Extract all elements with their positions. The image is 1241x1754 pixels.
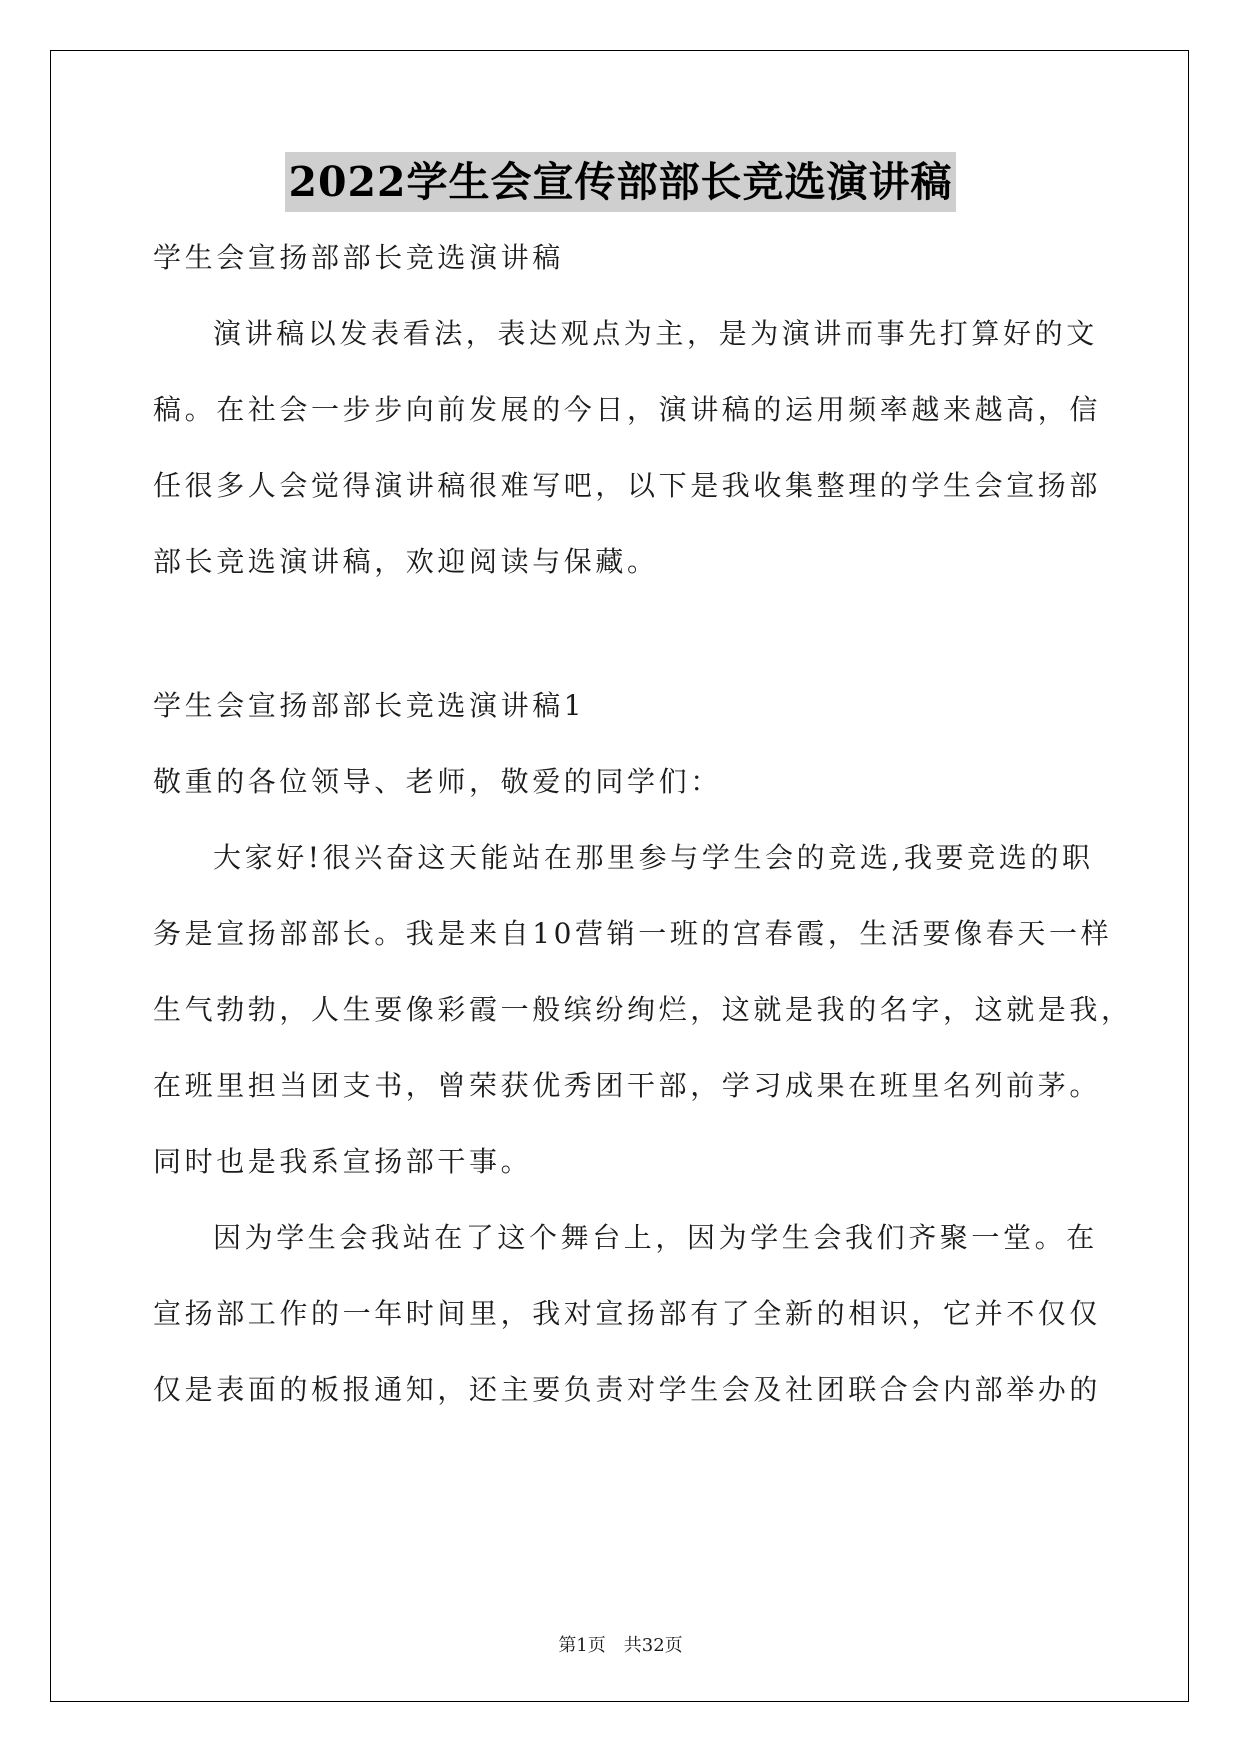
paragraph-line: 部长竞选演讲稿，欢迎阅读与保藏。 [153, 545, 659, 578]
subtitle-line: 学生会宣扬部部长竞选演讲稿 [153, 241, 564, 274]
section-heading: 学生会宣扬部部长竞选演讲稿1 [153, 689, 586, 722]
paragraph-line: 因为学生会我站在了这个舞台上，因为学生会我们齐聚一堂。在 [213, 1221, 1098, 1254]
paragraph-line: 大家好!很兴奋这天能站在那里参与学生会的竞选,我要竞选的职 [213, 841, 1094, 874]
paragraph-line: 任很多人会觉得演讲稿很难写吧，以下是我收集整理的学生会宣扬部 [153, 469, 1102, 502]
paragraph-line: 宣扬部工作的一年时间里，我对宣扬部有了全新的相识，它并不仅仅 [153, 1297, 1102, 1330]
paragraph-line: 务是宣扬部部长。我是来自10营销一班的宫春霞，生活要像春天一样 [153, 917, 1113, 950]
paragraph-line: 仅是表面的板报通知，还主要负责对学生会及社团联合会内部举办的 [153, 1373, 1102, 1406]
paragraph-line: 演讲稿以发表看法，表达观点为主，是为演讲而事先打算好的文 [213, 317, 1098, 350]
title-container [0, 152, 1241, 212]
document-title: 2022学生会宣传部部长竞选演讲稿 [285, 152, 955, 212]
salutation-line: 敬重的各位领导、老师，敬爱的同学们： [153, 765, 722, 798]
page-number-footer: 第1页 共32页 [558, 1635, 683, 1656]
paragraph-line: 稿。在社会一步步向前发展的今日，演讲稿的运用频率越来越高，信 [153, 393, 1102, 426]
paragraph-line: 生气勃勃，人生要像彩霞一般缤纷绚烂，这就是我的名字，这就是我， [153, 993, 1133, 1026]
paragraph-line: 同时也是我系宣扬部干事。 [153, 1145, 533, 1178]
paragraph-line: 在班里担当团支书，曾荣获优秀团干部，学习成果在班里名列前茅。 [153, 1069, 1102, 1102]
